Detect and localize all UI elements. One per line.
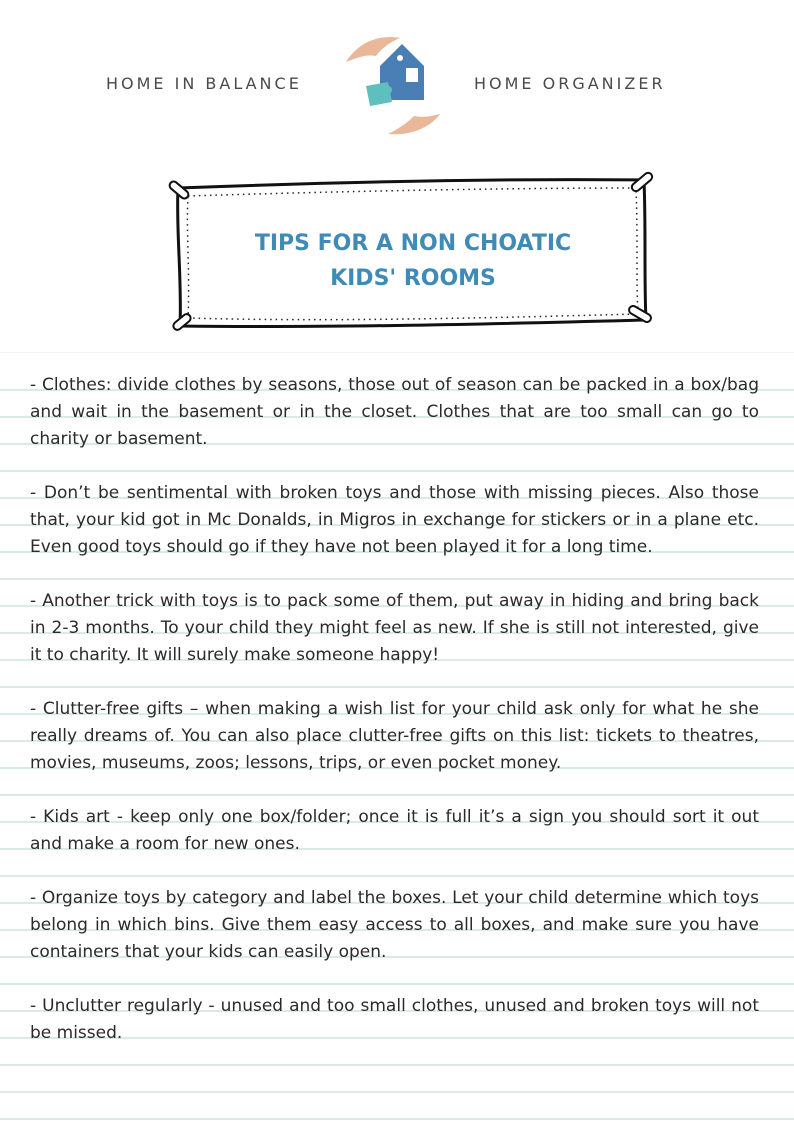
brand-name-right: HOME ORGANIZER: [474, 74, 666, 93]
tips-list: [30, 372, 759, 1074]
brand-name-left: HOME IN BALANCE: [106, 74, 302, 93]
tip-item: - Organize toys by category and label the boxes. Let your child determine which toys belong in which bins. Give them easy access to all boxes, and make sure you have containers that your kids can easily open.: [30, 888, 759, 962]
bottom-hand-icon: [388, 114, 440, 134]
tip-item: - Clutter-free gifts – when making a wish list for your child ask only for what he she really dreams of. You can also place clutter-free gifts on this list: tickets to theatres, movies, museums, zoos; lessons, trips, or even pocket money.: [30, 699, 759, 773]
tip-item: - Another trick with toys is to pack some of them, put away in hiding and bring back in 2-3 months. To your child they might feel as new. If she is still not interested, give it to charity. It will surely make someone happy!: [30, 591, 759, 665]
rule-line: [0, 1118, 794, 1120]
pin-icon-top-right: [630, 171, 654, 193]
tip-item: - Kids art - keep only one box/folder; once it is full it’s a sign you should sort it out and make a room for new ones.: [30, 807, 759, 854]
page-title-line-2: KIDS' ROOMS: [330, 266, 496, 291]
house-puzzle-hands-logo: [340, 28, 450, 140]
page-title-line-1: TIPS FOR A NON CHOATIC: [254, 231, 572, 256]
pin-icon-bottom-left: [172, 313, 192, 332]
tip-item: - Clothes: divide clothes by seasons, those out of season can be packed in a box/bag and wait in the basement or in the closet. Clothes that are too small can go to charity or basement.: [30, 375, 759, 449]
tip-item: - Unclutter regularly - unused and too small clothes, unused and broken toys will not be missed.: [30, 996, 759, 1043]
puzzle-piece-icon: [366, 82, 392, 106]
rule-line: [0, 1091, 794, 1093]
page-header: [0, 0, 794, 150]
page-title: [166, 226, 660, 296]
tip-item: - Don’t be sentimental with broken toys and those with missing pieces. Also those that, your kid got in Mc Donalds, in Migros in exchange for stickers or in a plane etc. Even good toys should go if they have not been played it for a long time.: [30, 483, 759, 557]
